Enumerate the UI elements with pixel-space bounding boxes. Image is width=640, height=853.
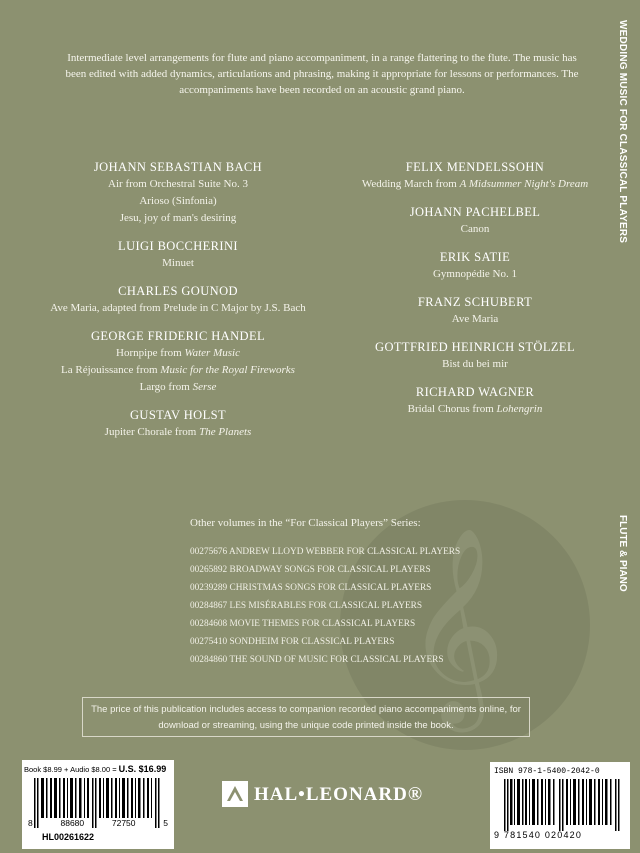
piece-title: Jesu, joy of man's desiring xyxy=(119,212,237,224)
composer-name: GOTTFRIED HEINRICH STÖLZEL xyxy=(375,340,575,354)
piece-title: Gymnopédie No. 1 xyxy=(432,268,517,280)
series-item: 00275676 ANDREW LLOYD WEBBER FOR CLASSICAL PLAYERS xyxy=(190,547,461,557)
price-line: Book $8.99 + Audio $8.00 = U.S. $16.99 xyxy=(24,764,167,774)
piece-title: Minuet xyxy=(162,257,194,269)
isbn-number: ISBN 978-1-5400-2042-0 xyxy=(494,767,600,776)
piece-title: Canon xyxy=(460,223,490,235)
price-barcode-box xyxy=(22,760,174,849)
upc-digits: 8 88680 72750 5 xyxy=(28,818,168,828)
piece-title: Air from Orchestral Suite No. 3 xyxy=(108,178,248,190)
left-contents-column xyxy=(18,158,338,441)
composer-entry xyxy=(350,383,600,418)
ean-barcode xyxy=(504,779,620,831)
piece-title: Bist du bei mir xyxy=(442,358,508,370)
piece-title: Ave Maria, adapted from Prelude in C Major by J.S. Bach xyxy=(50,302,306,314)
composer-entry xyxy=(18,327,338,396)
piece-title: Ave Maria xyxy=(451,313,499,325)
composer-name: JOHANN PACHELBEL xyxy=(409,205,541,219)
piece-title: Largo from Serse xyxy=(139,381,217,393)
spine-title: WEDDING MUSIC FOR CLASSICAL PLAYERS xyxy=(617,20,628,244)
piece-title: Hornpipe from Water Music xyxy=(116,347,240,359)
piece-title: Arioso (Sinfonia) xyxy=(139,195,217,207)
series-heading: Other volumes in the “For Classical Players” Series: xyxy=(190,517,421,529)
piece-title: Jupiter Chorale from The Planets xyxy=(104,426,252,438)
product-code: HL00261622 xyxy=(42,832,95,842)
composer-entry xyxy=(350,248,600,283)
composer-entry xyxy=(350,203,600,238)
right-contents-column xyxy=(350,158,600,418)
series-item: 00284608 MOVIE THEMES FOR CLASSICAL PLAYERS xyxy=(190,619,416,629)
series-item: 00239289 CHRISTMAS SONGS FOR CLASSICAL PLAYERS xyxy=(190,583,432,593)
piece-title: La Réjouissance from Music for the Royal Fireworks xyxy=(61,364,295,376)
publisher-name: HAL•LEONARD® xyxy=(254,784,424,805)
series-item: 00284860 THE SOUND OF MUSIC FOR CLASSICAL PLAYERS xyxy=(190,655,444,665)
publisher-mark-icon xyxy=(222,781,248,807)
intro-text: Intermediate level arrangements for flute and piano accompaniment, in a range flattering to the flute. The music has been edited with added dynamics, articulations and phrasing, making it appropriate for lessons or performances. The accompaniments have been recorded on an acoustic grand piano. xyxy=(65,52,579,96)
audio-access-notice: The price of this publication includes access to companion recorded piano accompaniments online, for download or streaming, using the unique code printed inside the book. xyxy=(82,697,530,737)
composer-name: GUSTAV HOLST xyxy=(129,408,227,422)
piece-title: Wedding March from A Midsummer Night's Dream xyxy=(361,178,589,190)
composer-entry xyxy=(18,237,338,272)
composer-name: FELIX MENDELSSOHN xyxy=(405,160,545,174)
composer-name: JOHANN SEBASTIAN BACH xyxy=(93,160,263,174)
isbn-barcode-box xyxy=(490,762,630,849)
series-item: 00275410 SONDHEIM FOR CLASSICAL PLAYERS xyxy=(190,637,395,647)
composer-entry xyxy=(350,293,600,328)
publisher-logo xyxy=(222,781,424,807)
series-list xyxy=(190,543,460,669)
series-item: 00265892 BROADWAY SONGS FOR CLASSICAL PLAYERS xyxy=(190,565,431,575)
piece-title: Bridal Chorus from Lohengrin xyxy=(407,403,543,415)
composer-entry xyxy=(18,282,338,317)
composer-name: GEORGE FRIDERIC HANDEL xyxy=(90,329,266,343)
composer-name: FRANZ SCHUBERT xyxy=(417,295,533,309)
composer-entry xyxy=(350,158,600,193)
composer-name: CHARLES GOUNOD xyxy=(118,284,238,298)
series-item: 00284867 LES MISÉRABLES FOR CLASSICAL PLAYERS xyxy=(190,601,423,611)
composer-entry xyxy=(350,338,600,373)
composer-entry xyxy=(18,158,338,227)
treble-clef-icon: 𝄞 xyxy=(405,526,506,724)
spine-subtitle: FLUTE & PIANO xyxy=(617,515,628,592)
composer-name: LUIGI BOCCHERINI xyxy=(118,239,238,253)
composer-name: RICHARD WAGNER xyxy=(415,385,535,399)
composer-entry xyxy=(18,406,338,441)
ean-digits: 9 781540 020420 xyxy=(494,830,583,840)
composer-name: ERIK SATIE xyxy=(439,250,511,264)
